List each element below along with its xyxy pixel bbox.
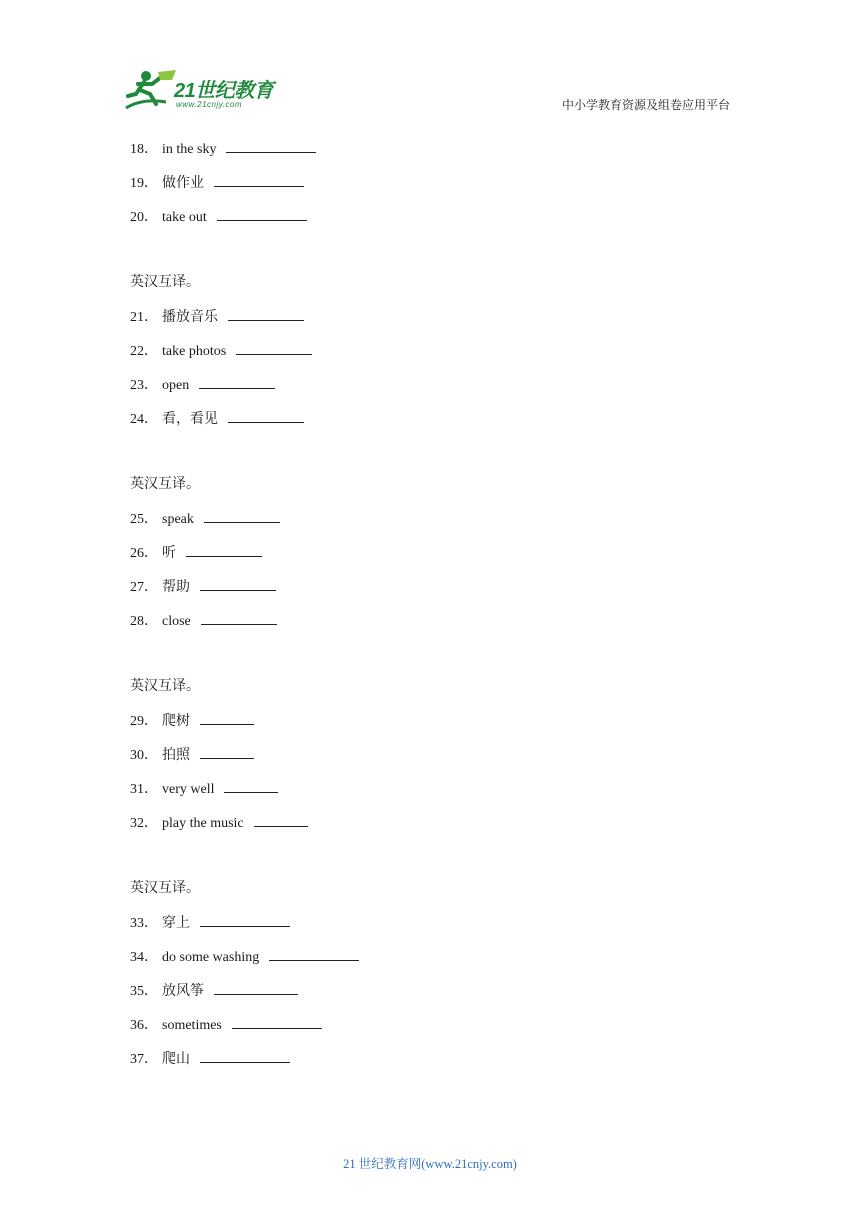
item-prompt: do some washing: [162, 950, 260, 965]
exercise-item: [130, 1014, 730, 1048]
item-prompt: 做作业: [162, 176, 204, 191]
item-number: 27．: [130, 580, 158, 595]
answer-blank[interactable]: [200, 710, 254, 725]
page-header: [0, 0, 860, 130]
item-prompt: take out: [162, 210, 207, 225]
answer-blank[interactable]: [232, 1014, 322, 1029]
item-prompt: 爬山: [162, 1052, 190, 1067]
section-heading: 英汉互译。: [130, 678, 200, 694]
exercise-item: [130, 408, 730, 442]
site-logo: [122, 68, 292, 116]
exercise-item: [130, 744, 730, 778]
item-number: 34．: [130, 950, 158, 965]
item-number: 30．: [130, 748, 158, 763]
section-heading: 英汉互译。: [130, 476, 200, 492]
logo-text: 21世纪教育: [174, 80, 274, 102]
answer-blank[interactable]: [228, 408, 304, 423]
answer-blank[interactable]: [228, 306, 304, 321]
item-prompt: take photos: [162, 344, 227, 359]
item-number: 36．: [130, 1018, 158, 1033]
answer-blank[interactable]: [214, 980, 298, 995]
answer-blank[interactable]: [217, 206, 307, 221]
answer-blank[interactable]: [214, 172, 304, 187]
exercise-item: [130, 508, 730, 542]
section-heading: 英汉互译。: [130, 880, 200, 896]
exercise-item: [130, 172, 730, 206]
section-heading: 英汉互译。: [130, 274, 200, 290]
answer-blank[interactable]: [224, 778, 278, 793]
section-gap: [130, 644, 730, 676]
item-number: 29．: [130, 714, 158, 729]
exercise-item: [130, 710, 730, 744]
item-prompt: open: [162, 378, 190, 393]
exercise-item: [130, 306, 730, 340]
item-prompt: 听: [162, 546, 176, 561]
item-prompt: play the music: [162, 816, 244, 831]
exercise-item: [130, 946, 730, 980]
item-number: 19．: [130, 176, 158, 191]
footer-text[interactable]: 21 世纪教育网(www.21cnjy.com): [343, 1157, 517, 1171]
exercise-list: [130, 138, 730, 1082]
item-number: 21．: [130, 310, 158, 325]
answer-blank[interactable]: [186, 542, 262, 557]
exercise-item: [130, 610, 730, 644]
exercise-item: [130, 138, 730, 172]
item-prompt: 穿上: [162, 916, 190, 931]
exercise-item: [130, 980, 730, 1014]
item-number: 26．: [130, 546, 158, 561]
section-gap: [130, 240, 730, 272]
item-prompt: 拍照: [162, 748, 190, 763]
item-number: 18．: [130, 142, 158, 157]
exercise-item: [130, 812, 730, 846]
answer-blank[interactable]: [236, 340, 312, 355]
item-prompt: 看，看见: [162, 412, 218, 427]
item-number: 24．: [130, 412, 158, 427]
answer-blank[interactable]: [200, 912, 290, 927]
section-gap: [130, 846, 730, 878]
exercise-item: [130, 576, 730, 610]
runner-icon: [122, 68, 178, 116]
exercise-item: [130, 912, 730, 946]
item-number: 25．: [130, 512, 158, 527]
exercise-item: [130, 778, 730, 812]
exercise-item: [130, 206, 730, 240]
answer-blank[interactable]: [269, 946, 359, 961]
answer-blank[interactable]: [204, 508, 280, 523]
item-number: 31．: [130, 782, 158, 797]
exercise-item: [130, 340, 730, 374]
section-gap: [130, 442, 730, 474]
item-number: 20．: [130, 210, 158, 225]
item-number: 23．: [130, 378, 158, 393]
platform-title: 中小学教育资源及组卷应用平台: [561, 98, 730, 112]
item-prompt: 播放音乐: [162, 310, 218, 325]
answer-blank[interactable]: [201, 610, 277, 625]
item-prompt: sometimes: [162, 1018, 222, 1033]
item-number: 35．: [130, 984, 158, 999]
answer-blank[interactable]: [199, 374, 275, 389]
item-number: 22．: [130, 344, 158, 359]
exercise-item: [130, 1048, 730, 1082]
answer-blank[interactable]: [254, 812, 308, 827]
item-prompt: speak: [162, 512, 194, 527]
item-prompt: very well: [162, 782, 215, 797]
item-number: 32．: [130, 816, 158, 831]
item-number: 33．: [130, 916, 158, 931]
item-prompt: close: [162, 614, 191, 629]
exercise-item: [130, 374, 730, 408]
item-prompt: 帮助: [162, 580, 190, 595]
answer-blank[interactable]: [200, 576, 276, 591]
item-number: 37．: [130, 1052, 158, 1067]
answer-blank[interactable]: [200, 1048, 290, 1063]
item-prompt: 爬树: [162, 714, 190, 729]
answer-blank[interactable]: [226, 138, 316, 153]
answer-blank[interactable]: [200, 744, 254, 759]
exercise-item: [130, 542, 730, 576]
item-number: 28．: [130, 614, 158, 629]
logo-url: www.21cnjy.com: [176, 100, 242, 109]
item-prompt: 放风筝: [162, 984, 204, 999]
item-prompt: in the sky: [162, 142, 217, 157]
